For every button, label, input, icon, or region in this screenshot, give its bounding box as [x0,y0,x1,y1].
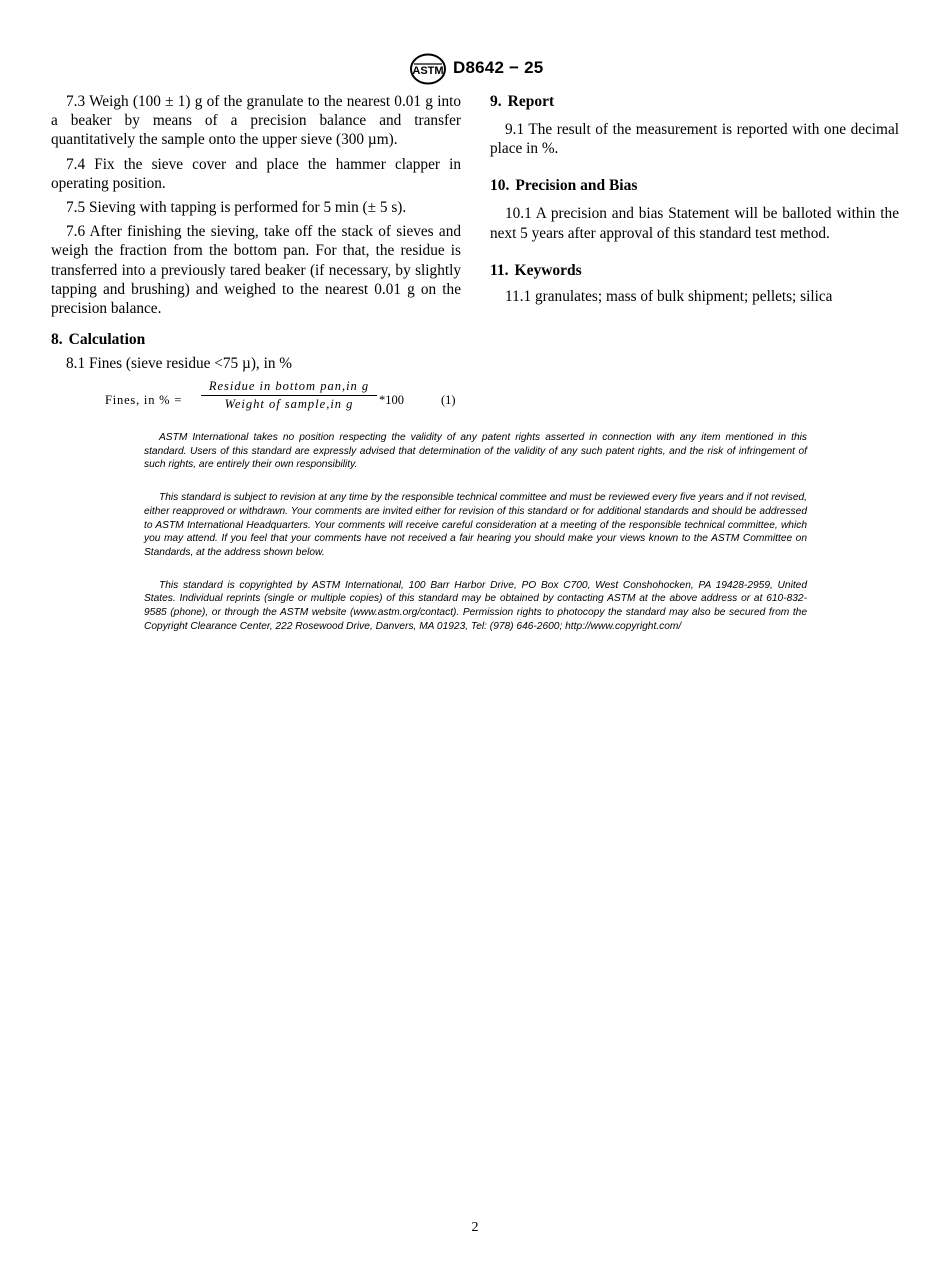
paragraph-10-1: 10.1 A precision and bias Statement will be balloted within the next 5 years after approval of this standard test method. [490,205,899,242]
section-9-title: Report [507,93,555,110]
paragraph-7-5: 7.5 Sieving with tapping is performed for 5 min (± 5 s). [66,199,407,217]
equation-fraction [201,379,377,412]
section-9-number: 9. [490,93,502,110]
patent-notice: ASTM International takes no position respecting the validity of any patent rights asserted in connection with any item mentioned in this standard. Users of this standard are expressly advised that determination of the validity of any such patent rights, and the risk of infringement of such rights, are entirely their own responsibility. [144,432,807,471]
copyright-notice: This standard is copyrighted by ASTM International, 100 Barr Harbor Drive, PO Box C700, West Conshohocken, PA 19428-2959, United States. Individual reprints (single or multiple copies) of this standard may be obtained by contacting ASTM at the above address or at 610-832-9585 (phone), or through the ASTM website (www.astm.org/contact). Permission rights to photocopy the standard may also be secured from the Copyright Clearance Center, 222 Rosewood Drive, Danvers, MA 01923, Tel: (978) 646-2600; http://www.copyright.com/ [144,579,807,632]
section-11-heading [490,261,899,280]
paragraph-9-1: 9.1 The result of the measurement is reported with one decimal place in %. [490,121,899,158]
equation-number: (1) [441,393,456,408]
paragraph-7-4: 7.4 Fix the sieve cover and place the hammer clapper in operating position. [51,155,461,192]
section-10-number: 10. [490,177,510,195]
paragraph-7-6: 7.6 After finishing the sieving, take off the stack of sieves and weigh the fraction from the bottom pan. For that, the residue is transferred into a previously tared beaker (if necessary, by slightly tapping and brushing) and weighed to the nearest 0.01 g on the precision balance. [51,223,461,318]
left-column [51,92,461,423]
astm-logo-icon [409,53,447,85]
svg-text:ASTM: ASTM [412,65,444,77]
document-id: D8642 − 25 [453,58,544,77]
equation-denominator: Weight of sample,in g [224,397,354,412]
equation-1 [51,379,461,423]
right-column [490,92,899,311]
section-11-title: Keywords [514,261,582,279]
page-header [0,53,950,85]
section-10-title: Precision and Bias [515,177,638,195]
paragraph-8-1: 8.1 Fines (sieve residue <75 µ), in % [66,355,293,373]
equation-multiplier: *100 [379,393,404,408]
page-number: 2 [471,1220,479,1235]
paragraph-7-3: 7.3 Weigh (100 ± 1) g of the granulate to the nearest 0.01 g into a beaker by means of a precision balance and transfer quantitatively the sample onto the upper sieve (300 µm). [51,93,461,149]
section-8-title: Calculation [68,331,146,349]
equation-lhs: Fines, in % = [105,393,183,408]
section-11-number: 11. [490,261,509,279]
footer-notes [144,431,807,652]
section-9-heading [490,92,899,111]
revision-notice: This standard is subject to revision at any time by the responsible technical committee and must be reviewed every five years and if not revised, either reapproved or withdrawn. Your comments are invited either for revision of this standard or for additional standards and should be addressed to ASTM International Headquarters. Your comments will receive careful consideration at a meeting of the responsible technical committee, which you may attend. If you feel that your comments have not received a fair hearing you should make your views known to the ASTM Committee on Standards, at the address shown below. [144,492,807,558]
section-10-heading [490,176,899,195]
section-8-heading [51,330,461,349]
equation-numerator: Residue in bottom pan,in g [201,379,377,396]
paragraph-11-1: 11.1 granulates; mass of bulk shipment; pellets; silica [505,287,833,305]
section-8-number: 8. [51,331,63,349]
